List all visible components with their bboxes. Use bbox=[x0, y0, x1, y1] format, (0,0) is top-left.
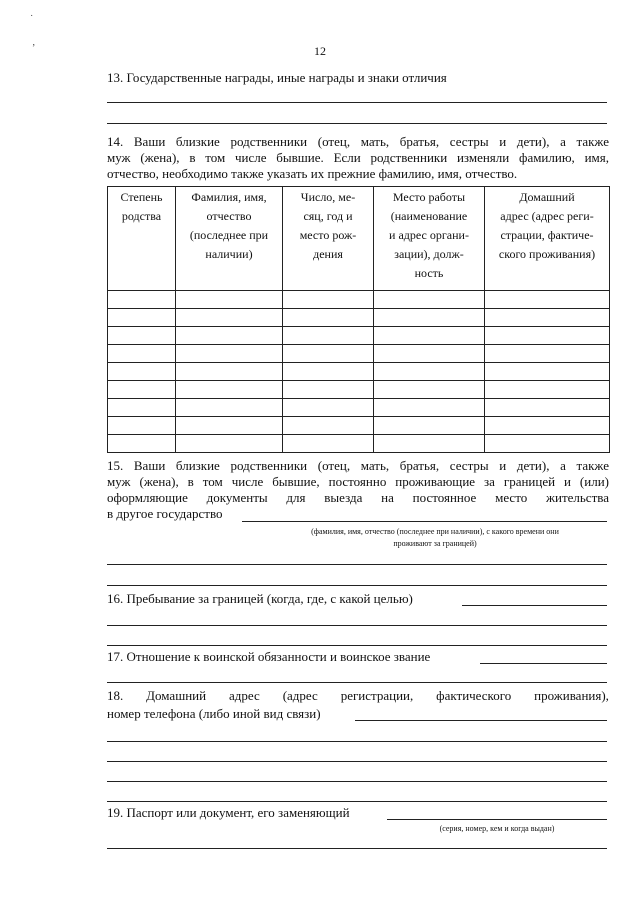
section-18-answer-line[interactable] bbox=[107, 781, 607, 782]
table-row bbox=[108, 417, 610, 435]
table-row bbox=[108, 435, 610, 453]
header-workplace: Место работы (наименование и адрес органи- зации), долж- ность bbox=[374, 187, 485, 291]
table-row bbox=[108, 309, 610, 327]
table-cell[interactable] bbox=[283, 291, 374, 309]
header-birth-date-place: Число, ме- сяц, год и место рож- дения bbox=[283, 187, 374, 291]
table-cell[interactable] bbox=[283, 381, 374, 399]
section-19-answer-line[interactable] bbox=[387, 819, 607, 820]
table-cell[interactable] bbox=[176, 291, 283, 309]
table-cell[interactable] bbox=[485, 399, 610, 417]
table-cell[interactable] bbox=[485, 381, 610, 399]
table-cell[interactable] bbox=[283, 345, 374, 363]
table-cell[interactable] bbox=[283, 435, 374, 453]
table-cell[interactable] bbox=[108, 291, 176, 309]
table-cell[interactable] bbox=[374, 435, 485, 453]
section-15-answer-line[interactable] bbox=[107, 564, 607, 565]
table-cell[interactable] bbox=[108, 417, 176, 435]
section-16-answer-line[interactable] bbox=[462, 605, 607, 606]
table-row bbox=[108, 345, 610, 363]
header-kinship: Степень родства bbox=[108, 187, 176, 291]
section-13-answer-line[interactable] bbox=[107, 123, 607, 124]
section-16-answer-line[interactable] bbox=[107, 625, 607, 626]
table-cell[interactable] bbox=[485, 435, 610, 453]
section-13-label: 13. Государственные награды, иные награды и знаки отличия bbox=[107, 70, 447, 85]
table-cell[interactable] bbox=[108, 345, 176, 363]
table-cell[interactable] bbox=[485, 417, 610, 435]
table-cell[interactable] bbox=[176, 381, 283, 399]
relatives-table bbox=[107, 186, 610, 453]
table-cell[interactable] bbox=[108, 381, 176, 399]
table-cell[interactable] bbox=[374, 309, 485, 327]
table-cell[interactable] bbox=[176, 345, 283, 363]
table-cell[interactable] bbox=[108, 435, 176, 453]
table-cell[interactable] bbox=[485, 327, 610, 345]
page-number: 12 bbox=[314, 44, 326, 58]
table-cell[interactable] bbox=[108, 309, 176, 327]
section-18-line-2: номер телефона (либо иной вид связи) bbox=[107, 706, 321, 721]
table-cell[interactable] bbox=[485, 345, 610, 363]
table-cell[interactable] bbox=[374, 345, 485, 363]
table-cell[interactable] bbox=[283, 363, 374, 381]
table-cell[interactable] bbox=[176, 309, 283, 327]
table-header-row bbox=[108, 187, 610, 291]
table-cell[interactable] bbox=[283, 399, 374, 417]
scan-speck: ˙ bbox=[30, 14, 34, 25]
section-18-answer-line[interactable] bbox=[107, 761, 607, 762]
table-cell[interactable] bbox=[283, 417, 374, 435]
section-18-answer-line[interactable] bbox=[107, 801, 607, 802]
table-cell[interactable] bbox=[108, 327, 176, 345]
section-15-caption: (фамилия, имя, отчество (последнее при наличии), с какого времени они проживают за границей) bbox=[311, 527, 559, 548]
table-cell[interactable] bbox=[374, 363, 485, 381]
section-18-answer-line[interactable] bbox=[107, 741, 607, 742]
table-cell[interactable] bbox=[374, 417, 485, 435]
section-17-answer-line[interactable] bbox=[107, 682, 607, 683]
table-cell[interactable] bbox=[176, 327, 283, 345]
table-cell[interactable] bbox=[176, 363, 283, 381]
table-row bbox=[108, 363, 610, 381]
scan-speck: ’ bbox=[32, 43, 36, 54]
section-18-answer-line[interactable] bbox=[355, 720, 607, 721]
table-cell[interactable] bbox=[374, 291, 485, 309]
table-row bbox=[108, 381, 610, 399]
table-cell[interactable] bbox=[374, 381, 485, 399]
table-cell[interactable] bbox=[176, 435, 283, 453]
table-cell[interactable] bbox=[485, 309, 610, 327]
section-15-answer-line[interactable] bbox=[107, 585, 607, 586]
table-cell[interactable] bbox=[108, 399, 176, 417]
table-cell[interactable] bbox=[176, 399, 283, 417]
table-cell[interactable] bbox=[485, 363, 610, 381]
table-cell[interactable] bbox=[108, 363, 176, 381]
header-home-address: Домашний адрес (адрес реги- страции, фактиче- ского проживания) bbox=[485, 187, 610, 291]
table-cell[interactable] bbox=[374, 327, 485, 345]
section-16-label: 16. Пребывание за границей (когда, где, с какой целью) bbox=[107, 591, 413, 606]
section-17-answer-line[interactable] bbox=[480, 663, 607, 664]
table-cell[interactable] bbox=[283, 327, 374, 345]
section-14-text: 14. Ваши близкие родственники (отец, мать, братья, сестры и дети), а также муж (жена), в том числе бывшие. Если родственники изменяли фамилию, имя, отчество, необходимо также указать их прежние фамилию, имя, отчество. bbox=[107, 134, 609, 181]
section-16-answer-line[interactable] bbox=[107, 645, 607, 646]
table-row bbox=[108, 327, 610, 345]
section-18-line-1: 18. Домашний адрес (адрес регистрации, фактического проживания), bbox=[107, 688, 609, 703]
section-19-answer-line[interactable] bbox=[107, 848, 607, 849]
section-17-label: 17. Отношение к воинской обязанности и воинское звание bbox=[107, 649, 431, 664]
table-cell[interactable] bbox=[374, 399, 485, 417]
section-19-caption: (серия, номер, кем и когда выдан) bbox=[439, 824, 555, 833]
section-19-label: 19. Паспорт или документ, его заменяющий bbox=[107, 805, 350, 820]
table-cell[interactable] bbox=[176, 417, 283, 435]
section-15-text: 15. Ваши близкие родственники (отец, мать, братья, сестры и дети), а также муж (жена), в том числе бывшие, постоянно проживающие за границей и (или) оформляющие документы для выезда на постоянное место жительства в другое государство bbox=[107, 458, 609, 521]
header-full-name: Фамилия, имя, отчество (последнее при наличии) bbox=[176, 187, 283, 291]
section-13-answer-line[interactable] bbox=[107, 102, 607, 103]
table-cell[interactable] bbox=[283, 309, 374, 327]
table-cell[interactable] bbox=[485, 291, 610, 309]
table-row bbox=[108, 399, 610, 417]
table-row bbox=[108, 291, 610, 309]
section-15-answer-line[interactable] bbox=[242, 521, 607, 522]
